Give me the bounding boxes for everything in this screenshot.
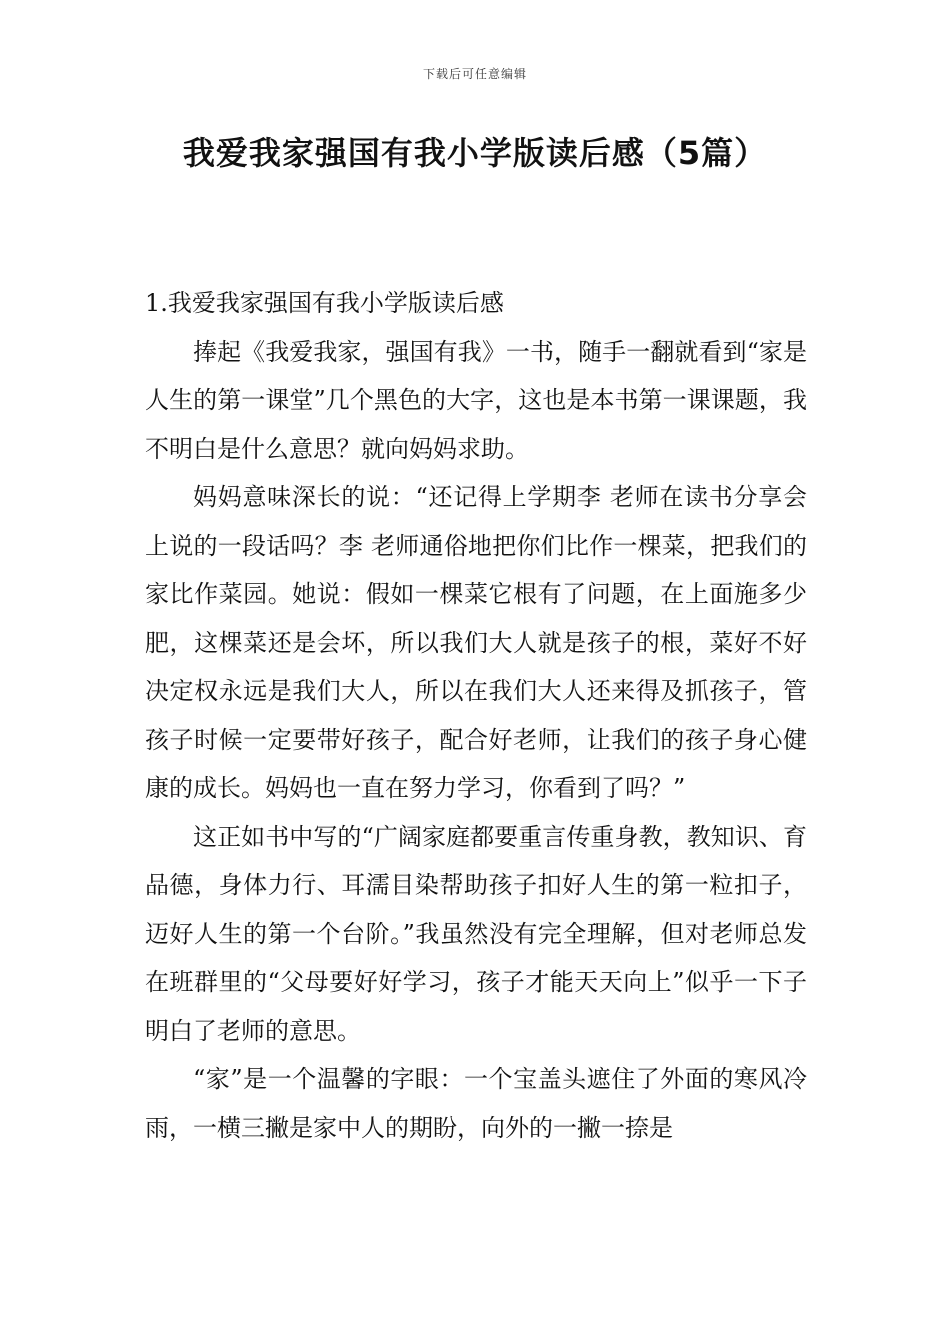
section-heading: 1.我爱我家强国有我小学版读后感 (145, 289, 504, 317)
paragraph-1: 捧起《我爱我家，强国有我》一书，随手一翻就看到“家是人生的第一课堂”几个黑色的大字，这也是本书第一课课题，我不明白是什么意思？就向妈妈求助。 (145, 337, 807, 463)
document-title: 我爱我家强国有我小学版读后感（5篇） (182, 134, 768, 172)
paragraph-3: 这正如书中写的“广阔家庭都要重言传重身教，教知识、育品德，身体力行、耳濡目染帮助孩子扣好人生的第一粒扣子，迈好人生的第一个台阶。”我虽然没有完全理解，但对老师总发在班群里的“父母要好好学习，孩子才能天天向上”似乎一下子明白了老师的意思。 (145, 822, 807, 1045)
header-note: 下载后可任意编辑 (422, 67, 527, 81)
paragraph-2: 妈妈意味深长的说：“还记得上学期李 老师在读书分享会上说的一段话吗？李 老师通俗地把你们比作一棵菜，把我们的家比作菜园。她说：假如一棵菜它根有了问题，在上面施多少肥，这棵菜还是会坏，所以我们大人就是孩子的根，菜好不好决定权永远是我们大人，所以在我们大人还来得及抓孩子，管孩子时候一定要带好孩子，配合好老师，让我们的孩子身心健康的成长。妈妈也一直在努力学习，你看到了吗？” (145, 483, 807, 802)
document-body (145, 279, 807, 1152)
paragraph-4: “家”是一个温馨的字眼：一个宝盖头遮住了外面的寒风冷雨，一横三撇是家中人的期盼，向外的一撇一捺是 (145, 1065, 807, 1142)
